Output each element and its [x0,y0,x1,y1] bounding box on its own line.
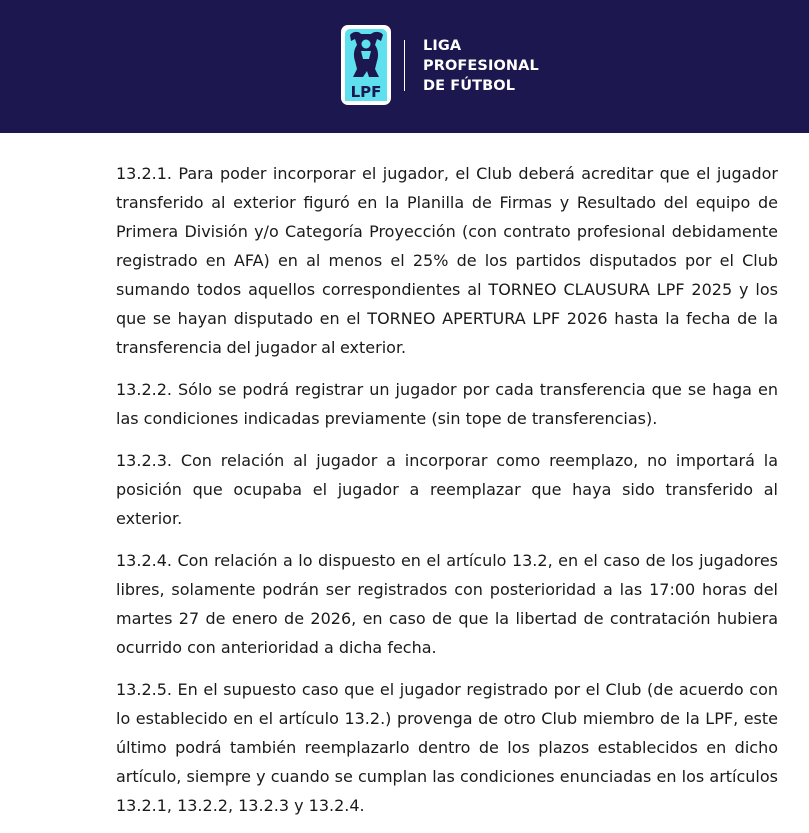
logo-line-liga: LIGA [423,38,462,54]
paragraph-13-2-2: 13.2.2. Sólo se podrá registrar un jugador por cada transferencia que se haga en las condiciones indicadas previamente (sin tope de transferencias). [116,380,778,428]
paragraph-13-2-3: 13.2.3. Con relación al jugador a incorporar como reemplazo, no importará la posición que ocupaba el jugador a reemplazar que haya sido transferido al exterior. [116,451,778,528]
lpf-logo-icon [341,25,391,105]
logo-line-futbol: DE FÚTBOL [423,78,516,94]
header-banner [0,0,809,133]
logo-badge-text: LPF [350,83,382,101]
paragraph-13-2-5: 13.2.5. En el supuesto caso que el jugador registrado por el Club (de acuerdo con lo establecido en el artículo 13.2.) provenga de otro Club miembro de la LPF, este último podrá también reemplazarlo dentro de los plazos establecidos en dicho artículo, siempre y cuando se cumplan las condiciones enunciadas en los artículos 13.2.1, 13.2.2, 13.2.3 y 13.2.4. [116,680,778,815]
logo-wordmark [423,36,539,96]
paragraph-13-2-1: 13.2.1. Para poder incorporar el jugador, el Club deberá acreditar que el jugador transferido al exterior figuró en la Planilla de Firmas y Resultado del equipo de Primera División y/o Categoría Proyección (con contrato profesional debidamente registrado en AFA) en al menos el 25% de los partidos disputados por el Club sumando todos aquellos correspondientes al TORNEO CLAUSURA LPF 2025 y los que se hayan disputado en el TORNEO APERTURA LPF 2026 hasta la fecha de la transferencia del jugador al exterior. [116,164,778,357]
logo-divider [404,40,405,91]
paragraph-13-2-4: 13.2.4. Con relación a lo dispuesto en el artículo 13.2, en el caso de los jugadores libres, solamente podrán ser registrados con posterioridad a las 17:00 horas del martes 27 de enero de 2026, en caso de que la libertad de contratación hubiera ocurrido con anterioridad a dicha fecha. [116,551,778,657]
document-body [116,159,778,833]
logo-line-profesional: PROFESIONAL [423,58,539,74]
